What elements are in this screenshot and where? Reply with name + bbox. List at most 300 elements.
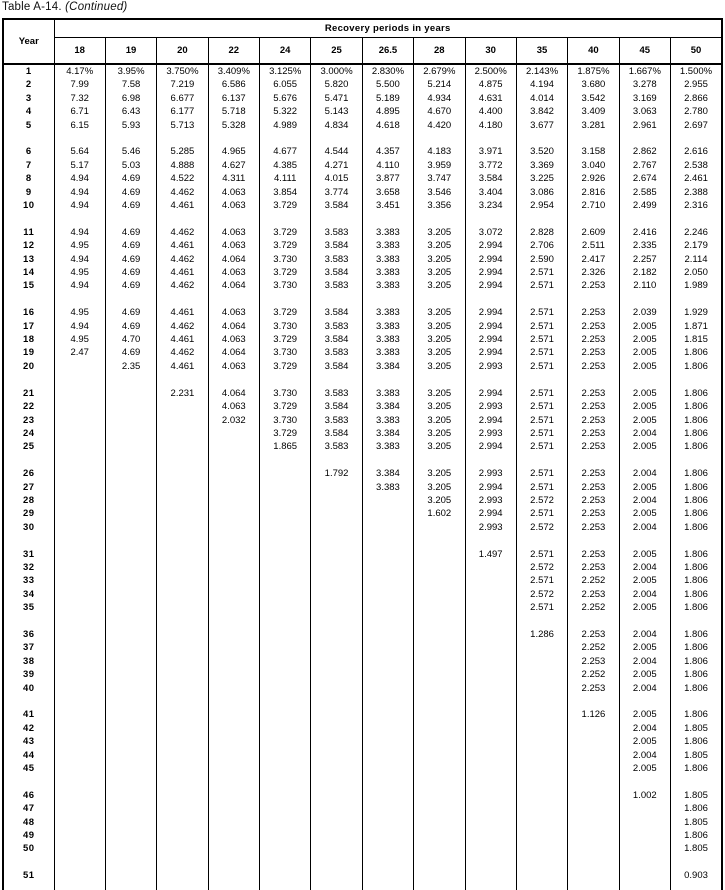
value-cell-y7-p26.5: 4.110 <box>362 159 413 172</box>
value-cell-y42-p40 <box>568 722 619 735</box>
value-cell-y17-p25: 3.583 <box>311 320 362 333</box>
value-cell-y32-p28 <box>414 561 465 574</box>
value-cell-y13-p20: 4.462 <box>157 253 208 266</box>
value-cell-y1-p40: 1.875% <box>568 64 619 78</box>
spacer-year-cell <box>3 132 54 145</box>
value-cell-y4-p28: 4.670 <box>414 105 465 118</box>
value-cell-y45-p28 <box>414 762 465 775</box>
value-cell-y26-p25: 1.792 <box>311 467 362 480</box>
table-row-year-46 <box>3 789 722 802</box>
year-cell-16: 16 <box>3 306 54 319</box>
value-cell-y26-p28: 3.205 <box>414 467 465 480</box>
value-cell-y48-p30 <box>465 816 516 829</box>
value-cell-y39-p28 <box>414 668 465 681</box>
spacer-cell <box>105 775 156 788</box>
spacer-cell <box>105 695 156 708</box>
value-cell-y6-p24: 4.677 <box>260 145 311 158</box>
value-cell-y34-p40: 2.253 <box>568 588 619 601</box>
year-cell-37: 37 <box>3 641 54 654</box>
value-cell-y44-p18 <box>54 749 105 762</box>
value-cell-y2-p24: 6.055 <box>260 78 311 91</box>
value-cell-y48-p40 <box>568 816 619 829</box>
value-cell-y37-p26.5 <box>362 641 413 654</box>
spacer-cell <box>414 775 465 788</box>
value-cell-y40-p20 <box>157 682 208 695</box>
value-cell-y12-p40: 2.511 <box>568 239 619 252</box>
value-cell-y29-p45: 2.005 <box>619 507 670 520</box>
value-cell-y45-p19 <box>105 762 156 775</box>
spacer-cell <box>157 212 208 225</box>
value-cell-y46-p19 <box>105 789 156 802</box>
spacer-cell <box>414 454 465 467</box>
table-row-year-35 <box>3 601 722 614</box>
value-cell-y35-p20 <box>157 601 208 614</box>
value-cell-y11-p24: 3.729 <box>260 226 311 239</box>
value-cell-y2-p18: 7.99 <box>70 79 89 91</box>
spacer-cell <box>105 293 156 306</box>
table-row-year-19 <box>3 346 722 359</box>
value-cell-y43-p25 <box>311 735 362 748</box>
value-cell-y51-p20 <box>157 869 208 882</box>
year-cell-18: 18 <box>3 333 54 346</box>
year-cell-6: 6 <box>3 145 54 158</box>
value-cell-y8-p30: 3.584 <box>465 172 516 185</box>
value-cell-y35-p24 <box>260 601 311 614</box>
value-cell-y29-p26.5 <box>362 507 413 520</box>
value-cell-y32-p24 <box>260 561 311 574</box>
value-cell-y24-p18 <box>54 427 105 440</box>
value-cell-y21-p30: 2.994 <box>465 387 516 400</box>
value-cell-y10-p50: 2.316 <box>671 199 723 212</box>
value-cell-y6-p22: 4.965 <box>208 145 259 158</box>
spacer-cell <box>157 132 208 145</box>
value-cell-y31-p40: 2.253 <box>568 548 619 561</box>
value-cell-y5-p24: 4.989 <box>260 119 311 132</box>
value-cell-y40-p35 <box>516 682 567 695</box>
value-cell-y23-p40: 2.253 <box>568 414 619 427</box>
value-cell-y20-p19: 2.35 <box>105 360 156 373</box>
value-cell-y6-p19: 5.46 <box>105 145 156 158</box>
value-cell-y7-p40: 3.040 <box>568 159 619 172</box>
value-cell-y24-p28: 3.205 <box>414 427 465 440</box>
value-cell-y15-p28: 3.205 <box>414 279 465 292</box>
value-cell-y10-p19: 4.69 <box>105 199 156 212</box>
spacer-cell <box>54 534 105 547</box>
value-cell-y24-p30: 2.993 <box>465 427 516 440</box>
value-cell-y20-p22: 4.063 <box>208 360 259 373</box>
spacer-year-cell <box>3 293 54 306</box>
value-cell-y9-p28: 3.546 <box>414 186 465 199</box>
value-cell-y14-p24: 3.729 <box>260 266 311 279</box>
value-cell-y13-p35: 2.590 <box>516 253 567 266</box>
value-cell-y1-p35: 2.143% <box>516 64 567 78</box>
value-cell-y8-p25: 4.015 <box>311 172 362 185</box>
spacer-cell <box>208 615 259 628</box>
value-cell-y23-p19 <box>105 414 156 427</box>
value-cell-y45-p18 <box>54 762 105 775</box>
value-cell-y5-p50: 2.697 <box>671 119 723 132</box>
value-cell-y33-p18 <box>54 574 105 587</box>
year-cell-34: 34 <box>3 588 54 601</box>
value-cell-y40-p18 <box>54 682 105 695</box>
table-row-year-49 <box>3 829 722 842</box>
table-row-year-8 <box>3 172 722 185</box>
table-body <box>3 64 722 890</box>
value-cell-y29-p50: 1.806 <box>671 507 723 520</box>
value-cell-y37-p50: 1.806 <box>671 641 723 654</box>
spacer-cell <box>362 534 413 547</box>
year-cell-17: 17 <box>3 320 54 333</box>
spacer-cell <box>208 856 259 869</box>
value-cell-y16-p45: 2.039 <box>619 306 670 319</box>
value-cell-y29-p30: 2.994 <box>465 507 516 520</box>
value-cell-y38-p19 <box>105 655 156 668</box>
spacer-cell <box>311 775 362 788</box>
value-cell-y37-p24 <box>260 641 311 654</box>
spacer-cell <box>362 775 413 788</box>
value-cell-y46-p35 <box>516 789 567 802</box>
value-cell-y44-p26.5 <box>362 749 413 762</box>
value-cell-y33-p28 <box>414 574 465 587</box>
value-cell-y18-p35: 2.571 <box>516 333 567 346</box>
value-cell-y35-p35: 2.571 <box>516 601 567 614</box>
spacer-cell <box>671 856 723 869</box>
spacer-cell <box>414 856 465 869</box>
spacer-cell <box>619 883 670 890</box>
value-cell-y20-p25: 3.584 <box>311 360 362 373</box>
value-cell-y47-p50: 1.806 <box>671 802 723 815</box>
value-cell-y6-p50: 2.616 <box>671 145 723 158</box>
value-cell-y22-p22: 4.063 <box>208 400 259 413</box>
spacer-row <box>3 775 722 788</box>
value-cell-y1-p30: 2.500% <box>465 64 516 78</box>
value-cell-y48-p45 <box>619 816 670 829</box>
table-row-year-43 <box>3 735 722 748</box>
value-cell-y48-p19 <box>105 816 156 829</box>
value-cell-y14-p40: 2.326 <box>568 266 619 279</box>
value-cell-y50-p22 <box>208 842 259 855</box>
value-cell-y1-p20: 3.750% <box>157 64 208 78</box>
table-row-year-42 <box>3 722 722 735</box>
table-row-year-29 <box>3 507 722 520</box>
value-cell-y31-p24 <box>260 548 311 561</box>
value-cell-y35-p50: 1.806 <box>671 601 723 614</box>
value-cell-y9-p18: 4.94 <box>70 186 89 198</box>
value-cell-y9-p26.5: 3.658 <box>362 186 413 199</box>
year-cell-51: 51 <box>3 869 54 882</box>
value-cell-y4-p40: 3.409 <box>568 105 619 118</box>
spacer-cell <box>619 615 670 628</box>
value-cell-y39-p24 <box>260 668 311 681</box>
value-cell-y20-p40: 2.253 <box>568 360 619 373</box>
value-cell-y17-p24: 3.730 <box>260 320 311 333</box>
spacer-cell <box>105 373 156 386</box>
value-cell-y47-p24 <box>260 802 311 815</box>
value-cell-y47-p18 <box>54 802 105 815</box>
year-cell-40: 40 <box>3 682 54 695</box>
value-cell-y47-p45 <box>619 802 670 815</box>
value-cell-y38-p28 <box>414 655 465 668</box>
year-cell-31: 31 <box>3 548 54 561</box>
value-cell-y23-p22: 2.032 <box>208 414 259 427</box>
value-cell-y44-p19 <box>105 749 156 762</box>
value-cell-y15-p26.5: 3.383 <box>362 279 413 292</box>
value-cell-y7-p19: 5.03 <box>105 159 156 172</box>
value-cell-y13-p45: 2.257 <box>619 253 670 266</box>
value-cell-y3-p26.5: 5.189 <box>362 92 413 105</box>
value-cell-y29-p35: 2.571 <box>516 507 567 520</box>
value-cell-y45-p25 <box>311 762 362 775</box>
value-cell-y33-p19 <box>105 574 156 587</box>
value-cell-y24-p22 <box>208 427 259 440</box>
spacer-cell <box>465 132 516 145</box>
value-cell-y31-p22 <box>208 548 259 561</box>
spacer-year-cell <box>3 695 54 708</box>
spacer-year-cell <box>3 373 54 386</box>
value-cell-y39-p50: 1.806 <box>671 668 723 681</box>
spacer-cell <box>465 454 516 467</box>
value-cell-y20-p45: 2.005 <box>619 360 670 373</box>
table-row-year-16 <box>3 306 722 319</box>
value-cell-y12-p35: 2.706 <box>516 239 567 252</box>
period-header-20: 20 <box>157 38 208 65</box>
value-cell-y48-p18 <box>54 816 105 829</box>
value-cell-y42-p28 <box>414 722 465 735</box>
value-cell-y23-p26.5: 3.383 <box>362 414 413 427</box>
value-cell-y24-p26.5: 3.384 <box>362 427 413 440</box>
value-cell-y3-p22: 6.137 <box>208 92 259 105</box>
value-cell-y25-p50: 1.806 <box>671 440 723 453</box>
value-cell-y37-p35 <box>516 641 567 654</box>
spacer-cell <box>208 775 259 788</box>
value-cell-y23-p20 <box>157 414 208 427</box>
value-cell-y18-p30: 2.994 <box>465 333 516 346</box>
value-cell-y4-p35: 3.842 <box>516 105 567 118</box>
value-cell-y44-p28 <box>414 749 465 762</box>
value-cell-y46-p22 <box>208 789 259 802</box>
value-cell-y40-p26.5 <box>362 682 413 695</box>
value-cell-y30-p25 <box>311 521 362 534</box>
spacer-cell <box>54 212 105 225</box>
spacer-cell <box>414 373 465 386</box>
value-cell-y15-p25: 3.583 <box>311 279 362 292</box>
table-row-year-39 <box>3 668 722 681</box>
spacer-cell <box>54 695 105 708</box>
year-cell-22: 22 <box>3 400 54 413</box>
table-row-year-38 <box>3 655 722 668</box>
value-cell-y28-p28: 3.205 <box>414 494 465 507</box>
value-cell-y46-p24 <box>260 789 311 802</box>
value-cell-y49-p28 <box>414 829 465 842</box>
spacer-cell <box>516 775 567 788</box>
value-cell-y18-p19: 4.70 <box>105 333 156 346</box>
value-cell-y30-p22 <box>208 521 259 534</box>
value-cell-y49-p45 <box>619 829 670 842</box>
value-cell-y11-p25: 3.583 <box>311 226 362 239</box>
spacer-cell <box>619 373 670 386</box>
value-cell-y23-p30: 2.994 <box>465 414 516 427</box>
value-cell-y39-p26.5 <box>362 668 413 681</box>
value-cell-y11-p26.5: 3.383 <box>362 226 413 239</box>
value-cell-y8-p26.5: 3.877 <box>362 172 413 185</box>
value-cell-y32-p35: 2.572 <box>516 561 567 574</box>
value-cell-y9-p24: 3.854 <box>260 186 311 199</box>
value-cell-y31-p18 <box>54 548 105 561</box>
table-row-year-25 <box>3 440 722 453</box>
spacer-cell <box>362 883 413 890</box>
value-cell-y16-p30: 2.994 <box>465 306 516 319</box>
table-row-year-15 <box>3 279 722 292</box>
value-cell-y38-p30 <box>465 655 516 668</box>
value-cell-y1-p24: 3.125% <box>260 64 311 78</box>
spacer-cell <box>619 775 670 788</box>
value-cell-y37-p18 <box>54 641 105 654</box>
value-cell-y32-p19 <box>105 561 156 574</box>
spacer-cell <box>260 132 311 145</box>
spacer-cell <box>465 695 516 708</box>
value-cell-y18-p45: 2.005 <box>619 333 670 346</box>
value-cell-y14-p25: 3.584 <box>311 266 362 279</box>
value-cell-y43-p20 <box>157 735 208 748</box>
spacer-cell <box>260 856 311 869</box>
spacer-cell <box>105 212 156 225</box>
value-cell-y41-p26.5 <box>362 708 413 721</box>
value-cell-y44-p22 <box>208 749 259 762</box>
value-cell-y41-p20 <box>157 708 208 721</box>
value-cell-y31-p50: 1.806 <box>671 548 723 561</box>
value-cell-y25-p24: 1.865 <box>260 440 311 453</box>
spacer-cell <box>105 615 156 628</box>
value-cell-y28-p50: 1.806 <box>671 494 723 507</box>
value-cell-y24-p50: 1.806 <box>671 427 723 440</box>
value-cell-y50-p40 <box>568 842 619 855</box>
spacer-cell <box>516 615 567 628</box>
spacer-cell <box>671 695 723 708</box>
year-cell-43: 43 <box>3 735 54 748</box>
value-cell-y11-p40: 2.609 <box>568 226 619 239</box>
value-cell-y12-p45: 2.335 <box>619 239 670 252</box>
value-cell-y11-p19: 4.69 <box>105 226 156 239</box>
value-cell-y12-p30: 2.994 <box>465 239 516 252</box>
year-cell-11: 11 <box>3 226 54 239</box>
value-cell-y39-p18 <box>54 668 105 681</box>
year-cell-30: 30 <box>3 521 54 534</box>
value-cell-y46-p30 <box>465 789 516 802</box>
value-cell-y40-p28 <box>414 682 465 695</box>
value-cell-y14-p20: 4.461 <box>157 266 208 279</box>
value-cell-y34-p25 <box>311 588 362 601</box>
spacer-cell <box>157 373 208 386</box>
value-cell-y27-p35: 2.571 <box>516 481 567 494</box>
spacer-cell <box>516 454 567 467</box>
spacer-cell <box>54 373 105 386</box>
value-cell-y13-p28: 3.205 <box>414 253 465 266</box>
value-cell-y49-p30 <box>465 829 516 842</box>
value-cell-y32-p50: 1.806 <box>671 561 723 574</box>
value-cell-y48-p22 <box>208 816 259 829</box>
value-cell-y37-p40: 2.252 <box>568 641 619 654</box>
value-cell-y13-p26.5: 3.383 <box>362 253 413 266</box>
spacer-cell <box>414 883 465 890</box>
value-cell-y38-p50: 1.806 <box>671 655 723 668</box>
value-cell-y21-p45: 2.005 <box>619 387 670 400</box>
value-cell-y14-p28: 3.205 <box>414 266 465 279</box>
table-row-year-28 <box>3 494 722 507</box>
period-header-row <box>3 38 722 65</box>
value-cell-y25-p40: 2.253 <box>568 440 619 453</box>
value-cell-y5-p35: 3.677 <box>516 119 567 132</box>
value-cell-y44-p40 <box>568 749 619 762</box>
value-cell-y29-p20 <box>157 507 208 520</box>
value-cell-y13-p30: 2.994 <box>465 253 516 266</box>
spacer-cell <box>208 534 259 547</box>
table-row-year-32 <box>3 561 722 574</box>
value-cell-y15-p40: 2.253 <box>568 279 619 292</box>
value-cell-y4-p30: 4.400 <box>465 105 516 118</box>
value-cell-y7-p24: 4.385 <box>260 159 311 172</box>
value-cell-y26-p22 <box>208 467 259 480</box>
value-cell-y42-p25 <box>311 722 362 735</box>
year-cell-2: 2 <box>3 78 54 91</box>
value-cell-y16-p25: 3.584 <box>311 306 362 319</box>
spacer-cell <box>311 454 362 467</box>
value-cell-y28-p30: 2.993 <box>465 494 516 507</box>
value-cell-y50-p25 <box>311 842 362 855</box>
table-title-label: Table A-14. <box>2 1 62 13</box>
value-cell-y32-p30 <box>465 561 516 574</box>
value-cell-y8-p19: 4.69 <box>105 172 156 185</box>
spacer-cell <box>465 534 516 547</box>
value-cell-y3-p24: 5.676 <box>260 92 311 105</box>
value-cell-y34-p19 <box>105 588 156 601</box>
year-cell-8: 8 <box>3 172 54 185</box>
value-cell-y2-p30: 4.875 <box>465 78 516 91</box>
value-cell-y24-p40: 2.253 <box>568 427 619 440</box>
value-cell-y32-p40: 2.253 <box>568 561 619 574</box>
value-cell-y21-p19 <box>105 387 156 400</box>
value-cell-y34-p50: 1.806 <box>671 588 723 601</box>
value-cell-y14-p45: 2.182 <box>619 266 670 279</box>
spacer-cell <box>54 454 105 467</box>
value-cell-y17-p35: 2.571 <box>516 320 567 333</box>
value-cell-y8-p50: 2.461 <box>671 172 723 185</box>
table-row-year-22 <box>3 400 722 413</box>
value-cell-y19-p25: 3.583 <box>311 346 362 359</box>
table-row-year-40 <box>3 682 722 695</box>
value-cell-y16-p24: 3.729 <box>260 306 311 319</box>
value-cell-y30-p50: 1.806 <box>671 521 723 534</box>
spacer-cell <box>260 373 311 386</box>
spacer-cell <box>362 373 413 386</box>
spacer-cell <box>208 883 259 890</box>
value-cell-y51-p35 <box>516 869 567 882</box>
value-cell-y36-p28 <box>414 628 465 641</box>
value-cell-y51-p19 <box>105 869 156 882</box>
value-cell-y1-p22: 3.409% <box>208 64 259 78</box>
value-cell-y36-p22 <box>208 628 259 641</box>
value-cell-y1-p50: 1.500% <box>671 64 723 78</box>
value-cell-y40-p25 <box>311 682 362 695</box>
value-cell-y37-p20 <box>157 641 208 654</box>
year-cell-49: 49 <box>3 829 54 842</box>
value-cell-y3-p35: 4.014 <box>516 92 567 105</box>
value-cell-y48-p26.5 <box>362 816 413 829</box>
value-cell-y23-p45: 2.005 <box>619 414 670 427</box>
value-cell-y8-p18: 4.94 <box>70 173 89 185</box>
value-cell-y19-p50: 1.806 <box>671 346 723 359</box>
value-cell-y2-p26.5: 5.500 <box>362 78 413 91</box>
spacer-cell <box>568 883 619 890</box>
